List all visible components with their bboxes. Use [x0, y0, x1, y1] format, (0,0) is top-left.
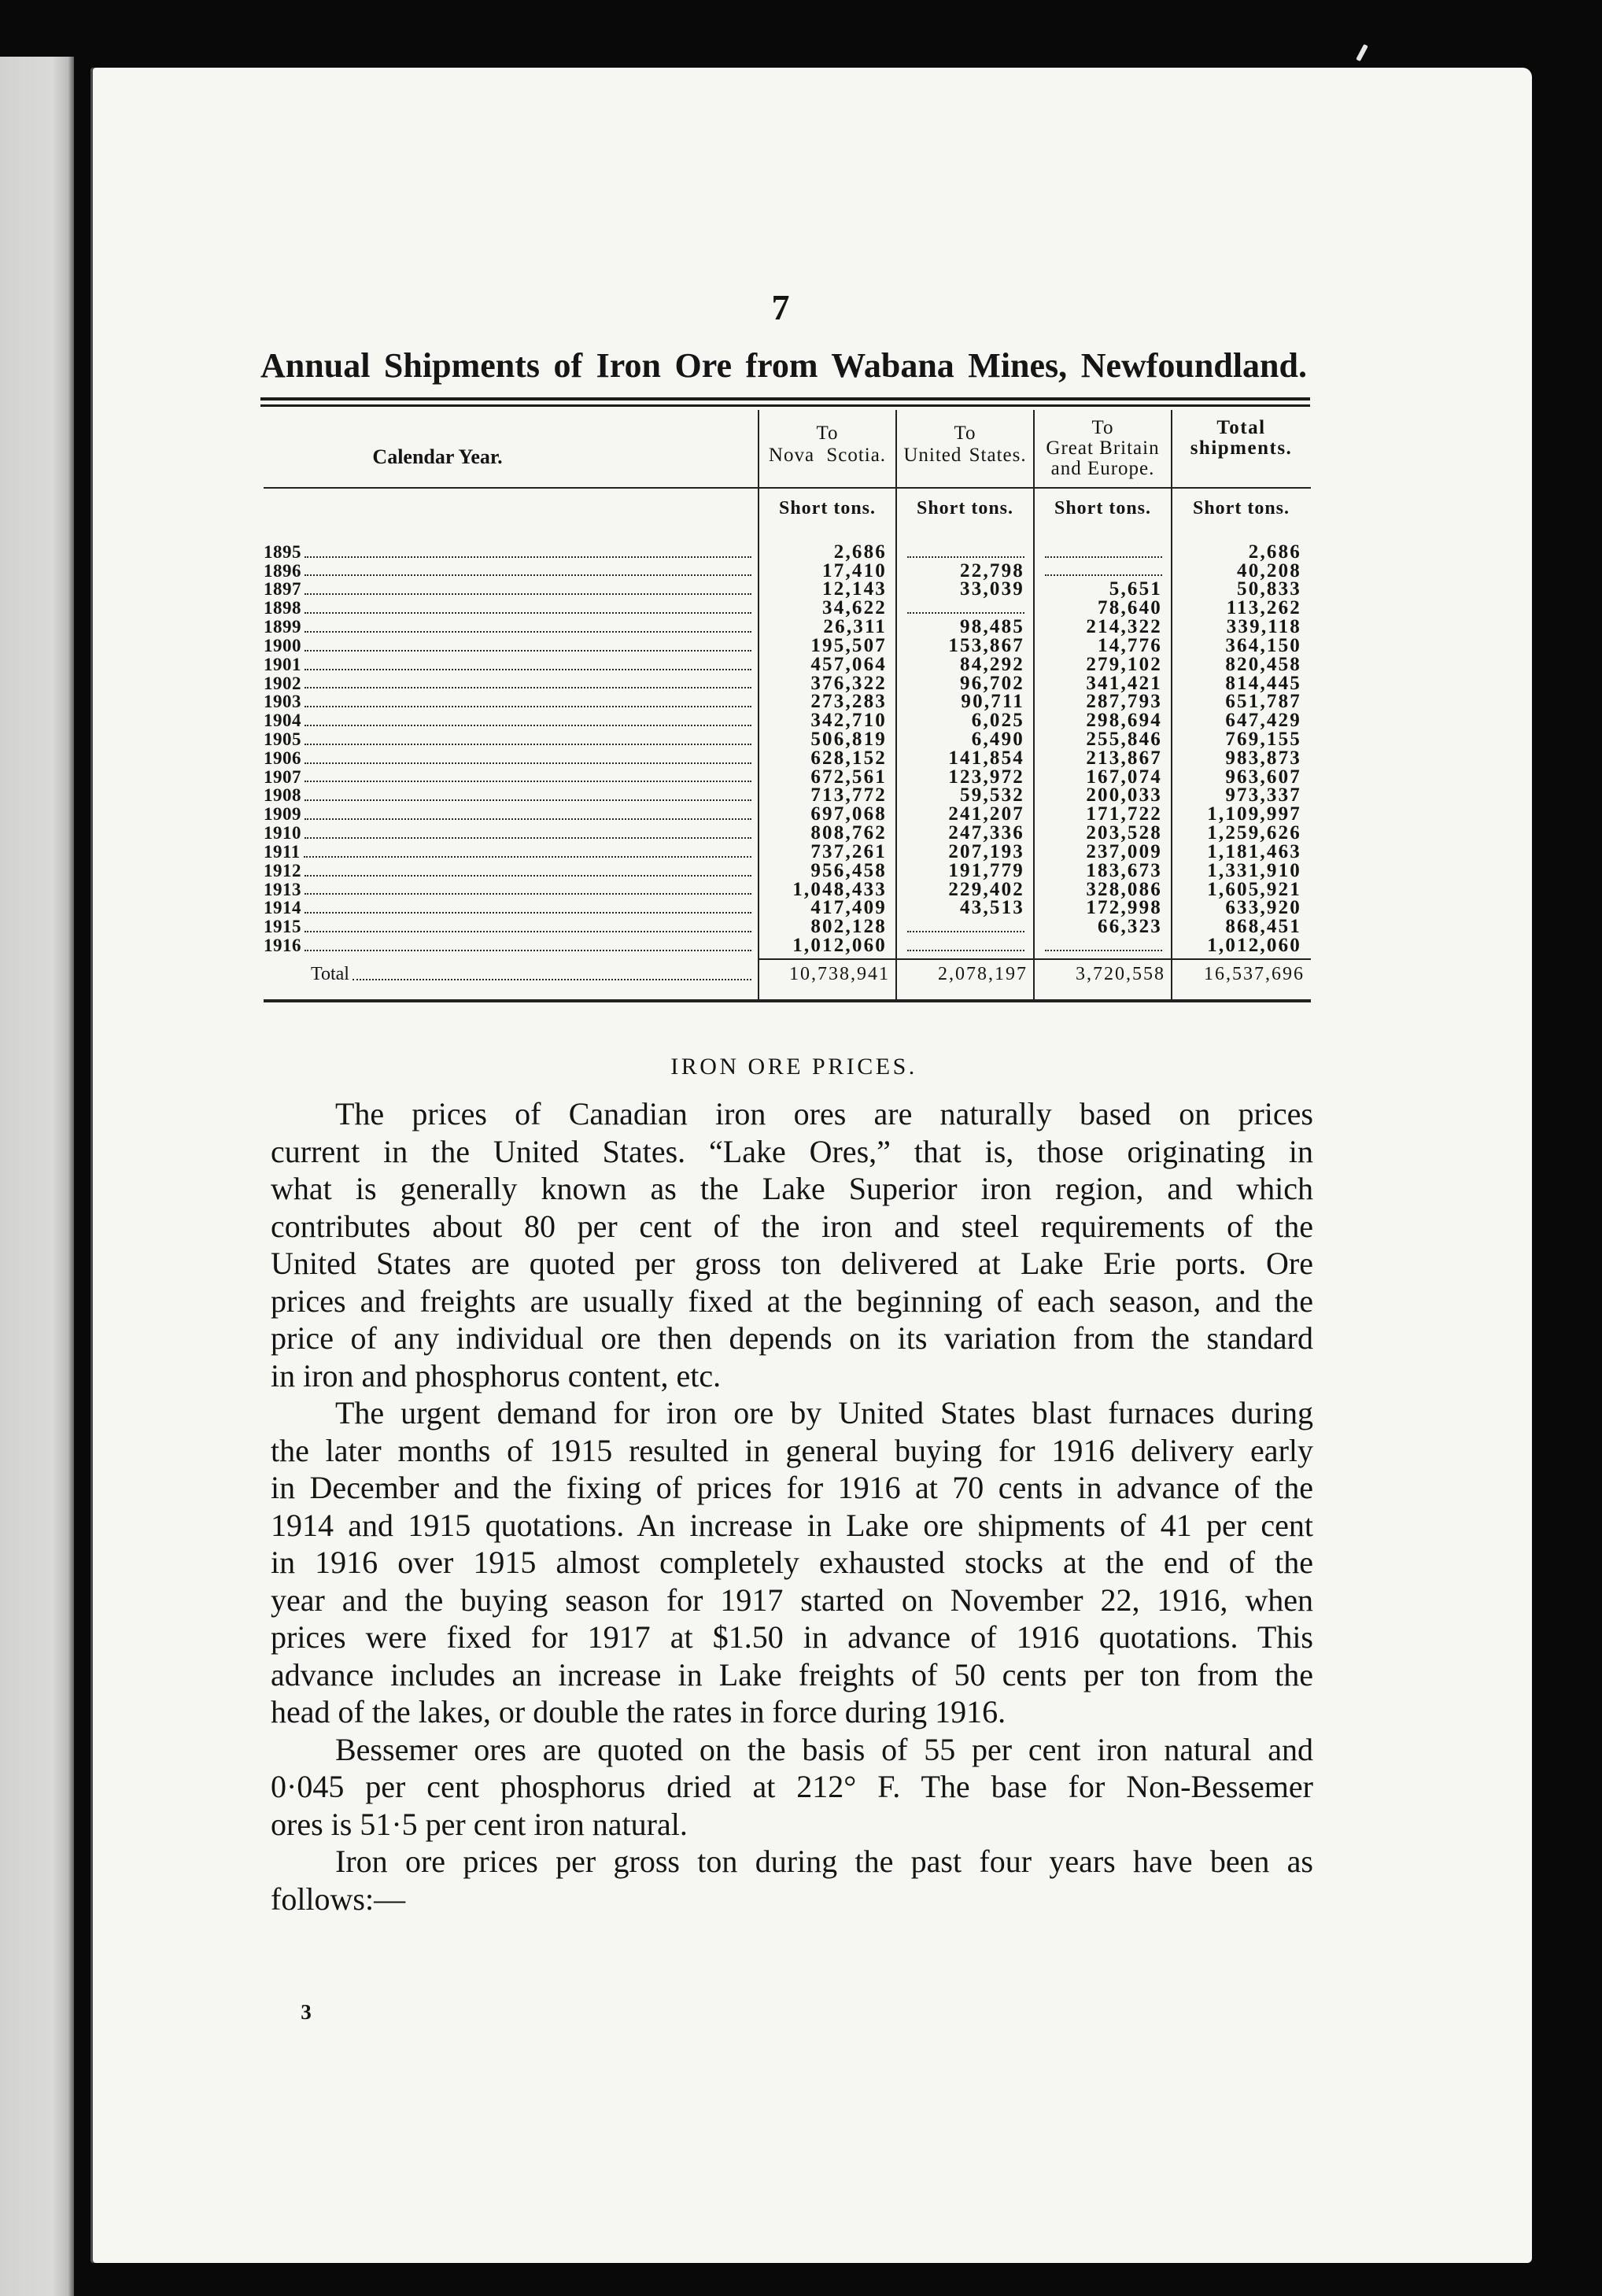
value-cell: 737,261 — [810, 840, 887, 862]
value-cell: 1,012,060 — [1207, 935, 1301, 957]
table-row — [264, 674, 1311, 693]
year-cell — [264, 730, 753, 749]
value-cell: 287,793 — [1086, 691, 1162, 713]
text-line: follows:— — [271, 1881, 406, 1917]
value-cell — [1034, 562, 1172, 581]
total-rule — [759, 958, 1311, 960]
value-cell: 203,528 — [1086, 822, 1162, 844]
year-label: 1895 — [264, 541, 301, 562]
document-page — [90, 68, 1532, 2263]
total-label-cell — [311, 963, 753, 985]
value-cell: 651,787 — [1225, 691, 1301, 713]
value-cell: 237,009 — [1086, 840, 1162, 862]
text-line: The urgent demand for iron ore by United States blast furnaces during — [335, 1395, 1313, 1430]
year-label: 1897 — [264, 579, 301, 600]
year-label: 1909 — [264, 804, 301, 825]
paragraph — [271, 1731, 1313, 1844]
value-cell: 6,490 — [971, 729, 1024, 750]
header-line: Total — [1216, 417, 1266, 438]
value-cell: 956,458 — [810, 859, 887, 881]
value-cell: 808,762 — [810, 822, 887, 844]
table-row — [264, 859, 1311, 881]
value-cell: 339,118 — [1226, 616, 1301, 638]
header-nova-scotia — [759, 423, 896, 467]
total-label: Total — [311, 964, 349, 984]
value-cell: 647,429 — [1225, 710, 1301, 732]
dot-leader — [907, 556, 1024, 558]
table-title: Annual Shipments of Iron Ore from Wabana Mines, Newfoundland. — [260, 346, 1307, 385]
dot-leader — [907, 612, 1024, 614]
header-line: To — [816, 423, 839, 444]
value-cell: 22,798 — [960, 559, 1024, 581]
dot-leader — [305, 725, 751, 726]
value-cell: 1,331,910 — [1207, 859, 1301, 881]
units-label: Short tons. — [1054, 498, 1152, 519]
dot-leader — [305, 574, 751, 576]
table-bottom-rule — [264, 999, 1311, 1002]
dot-leader — [305, 912, 751, 914]
value-cell: 672,561 — [810, 766, 887, 788]
value-cell: 66,323 — [1098, 916, 1162, 938]
value-cell: 713,772 — [810, 784, 887, 807]
year-label: 1913 — [264, 879, 301, 899]
value-cell: 167,074 — [1086, 766, 1162, 788]
table-row — [264, 711, 1311, 730]
value-cell: 769,155 — [1225, 729, 1301, 750]
year-label: 1912 — [264, 860, 301, 880]
table-row — [264, 580, 1311, 599]
total-value-united-states: 2,078,197 — [938, 964, 1028, 984]
header-line: and Europe. — [1050, 458, 1155, 479]
header-line: Nova Scotia. — [768, 445, 887, 466]
year-cell — [264, 768, 753, 787]
value-cell: 273,283 — [810, 691, 887, 713]
dot-leader — [305, 781, 751, 782]
value-cell: 50,833 — [1237, 578, 1301, 600]
adjacent-page-edge — [0, 57, 74, 2296]
value-cell: 506,819 — [810, 729, 887, 750]
year-cell — [264, 618, 753, 637]
value-cell: 341,421 — [1086, 672, 1162, 694]
total-value-nova-scotia: 10,738,941 — [789, 964, 890, 984]
table-row — [264, 899, 1311, 917]
value-cell: 364,150 — [1225, 634, 1301, 656]
year-label: 1906 — [264, 747, 301, 768]
year-label: 1901 — [264, 654, 301, 674]
value-cell: 40,208 — [1237, 559, 1301, 581]
value-cell: 342,710 — [810, 710, 887, 732]
value-cell: 814,445 — [1225, 672, 1301, 694]
dot-leader — [353, 979, 751, 980]
value-cell: 207,193 — [948, 840, 1024, 862]
value-cell: 172,998 — [1086, 897, 1162, 919]
value-cell: 171,722 — [1086, 803, 1162, 825]
value-cell: 1,259,626 — [1207, 822, 1301, 844]
table-row — [264, 749, 1311, 768]
value-cell: 1,605,921 — [1207, 878, 1301, 900]
value-cell: 17,410 — [822, 559, 887, 581]
value-cell: 2,686 — [1248, 541, 1301, 563]
value-cell: 628,152 — [810, 747, 887, 769]
header-total-shipments — [1172, 418, 1311, 459]
value-cell: 26,311 — [823, 616, 887, 638]
value-cell: 5,651 — [1109, 578, 1162, 600]
total-value-great-britain-europe: 3,720,558 — [1076, 964, 1165, 984]
value-cell: 279,102 — [1086, 653, 1162, 675]
header-line: Great Britain — [1046, 437, 1160, 459]
value-cell — [896, 936, 1034, 955]
paragraph — [271, 1843, 1313, 1918]
year-cell — [264, 880, 753, 899]
page-number: 7 — [771, 287, 790, 327]
text-line: prices and freights are usually fixed at the beginning of each season, and the — [271, 1283, 1313, 1319]
table-row — [264, 786, 1311, 805]
year-label: 1903 — [264, 692, 301, 712]
dot-leader — [1045, 556, 1162, 558]
value-cell: 255,846 — [1086, 729, 1162, 750]
section-heading: IRON ORE PRICES. — [670, 1054, 917, 1080]
text-line: 1914 and 1915 quotations. An increase in Lake ore shipments of 41 per cent — [271, 1507, 1313, 1543]
total-row — [264, 963, 1311, 985]
table-row — [264, 730, 1311, 749]
text-line: head of the lakes, or double the rates in force during 1916. — [271, 1694, 1006, 1729]
year-cell — [264, 599, 753, 618]
value-cell: 153,867 — [948, 634, 1024, 656]
text-line: the later months of 1915 resulted in general buying for 1916 delivery early — [271, 1432, 1313, 1468]
value-cell — [1034, 543, 1172, 562]
value-cell: 802,128 — [810, 916, 887, 938]
year-label: 1916 — [264, 936, 301, 956]
value-cell: 1,012,060 — [792, 935, 887, 957]
value-cell: 868,451 — [1225, 916, 1301, 938]
value-cell: 820,458 — [1225, 653, 1301, 675]
units-label: Short tons. — [1192, 498, 1290, 519]
dot-leader — [907, 931, 1024, 932]
text-line: ores is 51·5 per cent iron natural. — [271, 1806, 688, 1842]
value-cell: 1,181,463 — [1207, 840, 1301, 862]
value-cell: 191,779 — [948, 859, 1024, 881]
dot-leader — [305, 687, 751, 688]
year-label: 1911 — [264, 841, 301, 862]
year-label: 1915 — [264, 917, 301, 937]
year-label: 1907 — [264, 766, 301, 787]
table-row — [264, 824, 1311, 843]
year-label: 1899 — [264, 617, 301, 637]
scan-mark — [1356, 44, 1368, 61]
dot-leader — [305, 744, 751, 745]
units-label: Short tons. — [778, 498, 877, 519]
header-line: shipments. — [1190, 437, 1293, 459]
value-cell — [896, 599, 1034, 618]
value-cell: 328,086 — [1086, 878, 1162, 900]
value-cell: 214,322 — [1086, 616, 1162, 638]
total-value-total-shipments: 16,537,696 — [1204, 964, 1305, 984]
dot-leader — [1045, 950, 1162, 951]
table-row — [264, 559, 1311, 581]
dot-leader — [305, 818, 751, 820]
value-cell: 298,694 — [1086, 710, 1162, 732]
value-cell — [1034, 936, 1172, 955]
year-label: 1905 — [264, 729, 301, 749]
text-line: advance includes an increase in Lake freights of 50 cents per ton from the — [271, 1656, 1313, 1692]
year-cell — [264, 562, 753, 581]
year-label: 1900 — [264, 635, 301, 655]
dot-leader — [305, 631, 751, 633]
value-cell: 417,409 — [810, 897, 887, 919]
dot-leader — [305, 875, 751, 877]
text-line: price of any individual ore then depends on its variation from the standard — [271, 1320, 1313, 1356]
dot-leader — [305, 762, 751, 764]
value-cell — [896, 917, 1034, 936]
value-cell: 90,711 — [961, 691, 1024, 713]
table-row — [264, 936, 1311, 955]
year-cell — [264, 786, 753, 805]
dot-leader — [305, 593, 751, 595]
header-great-britain-europe — [1034, 418, 1172, 479]
header-line: United States. — [903, 445, 1027, 466]
text-line: in December and the fixing of prices for 1916 at 70 cents in advance of the — [271, 1470, 1313, 1505]
dot-leader — [305, 893, 751, 895]
year-cell — [264, 899, 753, 917]
year-label: 1898 — [264, 598, 301, 618]
year-cell — [264, 843, 753, 862]
text-line: contributes about 80 per cent of the iron and steel requirements of the — [271, 1208, 1313, 1244]
year-label: 1908 — [264, 785, 301, 806]
header-line: To — [1091, 417, 1114, 438]
year-cell — [264, 543, 753, 562]
value-cell: 33,039 — [960, 578, 1024, 600]
value-cell: 12,143 — [822, 578, 887, 600]
year-cell — [264, 936, 753, 955]
text-line: what is generally known as the Lake Superior iron region, and which — [271, 1171, 1313, 1206]
table-row — [264, 692, 1311, 711]
year-cell — [264, 637, 753, 655]
dot-leader — [305, 556, 751, 558]
title-rule — [260, 404, 1310, 407]
dot-leader — [1045, 574, 1162, 576]
value-cell: 43,513 — [960, 897, 1024, 919]
value-cell: 376,322 — [810, 672, 887, 694]
value-cell: 633,920 — [1225, 897, 1301, 919]
dot-leader — [305, 612, 751, 614]
text-line: Bessemer ores are quoted on the basis of 55 per cent iron natural and — [335, 1731, 1313, 1767]
value-cell: 98,485 — [960, 616, 1024, 638]
year-label: 1910 — [264, 823, 301, 843]
value-cell: 141,854 — [948, 747, 1024, 769]
text-line: Iron ore prices per gross ton during the past four years have been as — [335, 1844, 1313, 1879]
value-cell: 213,867 — [1086, 747, 1162, 769]
table-row — [264, 840, 1311, 862]
header-united-states — [896, 423, 1034, 467]
value-cell: 963,607 — [1225, 766, 1301, 788]
text-line: 0·045 per cent phosphorus dried at 212° F. The base for Non-Bessemer — [271, 1769, 1313, 1804]
table-row — [264, 805, 1311, 824]
year-cell — [264, 711, 753, 730]
text-line: United States are quoted per gross ton delivered at Lake Erie ports. Ore — [271, 1246, 1313, 1281]
year-cell — [264, 749, 753, 768]
footer-number: 3 — [301, 2000, 312, 2024]
value-cell: 457,064 — [810, 653, 887, 675]
value-cell: 2,686 — [833, 541, 887, 563]
title-rule — [260, 397, 1310, 401]
value-cell: 241,207 — [948, 803, 1024, 825]
year-label: 1902 — [264, 673, 301, 693]
header-rule — [264, 487, 1311, 489]
table-row — [264, 599, 1311, 618]
value-cell: 1,048,433 — [792, 878, 887, 900]
text-line: prices were fixed for 1917 at $1.50 in advance of 1916 quotations. This — [271, 1619, 1313, 1655]
text-line: current in the United States. “Lake Ores,” that is, those originating in — [271, 1133, 1313, 1169]
year-cell — [264, 917, 753, 936]
year-label: 1896 — [264, 560, 301, 581]
value-cell: 96,702 — [960, 672, 1024, 694]
dot-leader — [305, 931, 751, 932]
value-cell: 59,532 — [960, 784, 1024, 807]
value-cell: 195,507 — [810, 634, 887, 656]
paragraph — [271, 1095, 1313, 1394]
value-cell: 78,640 — [1098, 597, 1162, 619]
body-text — [271, 1095, 1313, 1918]
header-calendar-year — [264, 445, 611, 470]
text-line: The prices of Canadian iron ores are naturally based on prices — [335, 1096, 1313, 1131]
year-cell — [264, 805, 753, 824]
value-cell: 34,622 — [822, 597, 887, 619]
value-cell: 973,337 — [1225, 784, 1301, 807]
text-line: in 1916 over 1915 almost completely exhausted stocks at the end of the — [271, 1545, 1313, 1580]
table-row — [264, 768, 1311, 787]
year-label: 1904 — [264, 711, 301, 731]
value-cell: 983,873 — [1225, 747, 1301, 769]
dot-leader — [907, 950, 1024, 951]
year-cell — [264, 674, 753, 693]
dot-leader — [305, 650, 751, 652]
units-label: Short tons. — [916, 498, 1014, 519]
table-row — [264, 618, 1311, 637]
value-cell: 123,972 — [948, 766, 1024, 788]
year-cell — [264, 824, 753, 843]
dot-leader — [305, 950, 751, 951]
value-cell: 6,025 — [971, 710, 1024, 732]
text-line: year and the buying season for 1917 started on November 22, 1916, when — [271, 1582, 1313, 1618]
text-line: in iron and phosphorus content, etc. — [271, 1357, 722, 1393]
table-row — [264, 880, 1311, 899]
shipments-table — [264, 410, 1311, 1003]
dot-leader — [305, 799, 751, 801]
paragraph — [271, 1394, 1313, 1731]
value-cell: 1,109,997 — [1207, 803, 1301, 825]
value-cell: 14,776 — [1098, 634, 1162, 656]
dot-leader — [305, 706, 751, 707]
table-row — [264, 917, 1311, 936]
value-cell: 183,673 — [1086, 859, 1162, 881]
year-cell — [264, 580, 753, 599]
value-cell: 247,336 — [948, 822, 1024, 844]
table-row — [264, 543, 1311, 562]
value-cell: 113,262 — [1226, 597, 1301, 619]
dot-leader — [304, 856, 751, 858]
table-row — [264, 655, 1311, 674]
dot-leader — [305, 669, 751, 670]
table-row — [264, 634, 1311, 656]
year-cell — [264, 692, 753, 711]
value-cell: 229,402 — [948, 878, 1024, 900]
value-cell: 200,033 — [1086, 784, 1162, 807]
header-line: Calendar Year. — [372, 445, 503, 468]
year-cell — [264, 862, 753, 880]
year-label: 1914 — [264, 898, 301, 918]
year-cell — [264, 655, 753, 674]
value-cell: 84,292 — [960, 653, 1024, 675]
value-cell — [896, 543, 1034, 562]
value-cell: 697,068 — [810, 803, 887, 825]
dot-leader — [305, 837, 751, 839]
header-line: To — [954, 423, 976, 444]
